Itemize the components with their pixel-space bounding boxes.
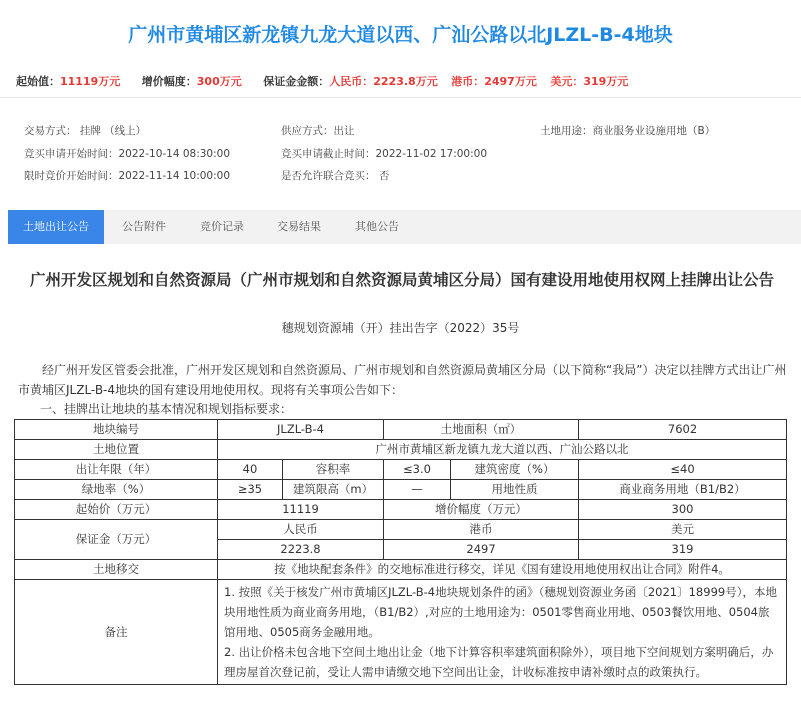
bid-start-time: 限时竞价开始时间：2022-11-14 10:00:00 — [24, 170, 231, 182]
intro-paragraph: 经广州开发区管委会批准，广州开发区规划和自然资源局、广州市规划和自然资源局黄埔区分局（以下简称“我局”）决定以挂牌方式出让广州市黄埔区JLZL-B-4地块的国有建设用地使用权。现将有关事项公告如下： — [18, 363, 787, 397]
plot-no-label: 地块编号 — [15, 420, 218, 440]
nature: 商业商务用地（B1/B2） — [579, 480, 787, 500]
handover: 按《地块配套条件》的交地标准进行移交，详见《国有建设用地使用权出让合同》附件4。 — [218, 560, 787, 580]
table-row — [15, 580, 787, 685]
rmb-label: 人民币： — [329, 75, 374, 88]
hkd-label: 港币： — [451, 75, 485, 88]
document-number: 穗规划资源埔（开）挂出告字（2022）35号 — [281, 321, 520, 335]
tab-other[interactable]: 其他公告 — [355, 220, 399, 233]
height: — — [384, 480, 451, 500]
joint-bid: 是否允许联合竞买： 否 — [281, 170, 390, 182]
years: 40 — [218, 460, 283, 480]
density: ≤40 — [579, 460, 787, 480]
area-label: 土地面积（㎡） — [384, 420, 579, 440]
green: ≥35 — [218, 480, 283, 500]
deposit-label: 保证金（万元） — [15, 520, 218, 560]
price-summary — [16, 73, 628, 89]
location-label: 土地位置 — [15, 440, 218, 460]
table-row — [15, 420, 787, 440]
apply-start-time: 竞买申请开始时间：2022-10-14 08:30:00 — [24, 148, 231, 160]
table-row — [15, 480, 787, 500]
trade-mode: 交易方式： 挂牌 （线上） — [24, 125, 147, 137]
plot-no: JLZL-B-4 — [218, 420, 384, 440]
divider — [0, 97, 801, 98]
table-row — [15, 440, 787, 460]
green-label: 绿地率（%） — [15, 480, 218, 500]
far: ≤3.0 — [384, 460, 451, 480]
tab-bar — [8, 210, 801, 244]
start-price-value: 11119万元 — [60, 75, 121, 88]
increment: 300 — [579, 500, 787, 520]
section-heading: 一、挂牌出让地块的基本情况和规划指标要求： — [40, 402, 293, 416]
increment-value: 300万元 — [196, 75, 242, 88]
increment-label: 增价幅度： — [141, 75, 197, 88]
announcement-title: 广州开发区规划和自然资源局（广州市规划和自然资源局黄埔区分局）国有建设用地使用权网上挂牌出让公告 — [29, 271, 774, 289]
usd-label: 美元： — [550, 75, 584, 88]
page-title: 广州市黄埔区新龙镇九龙大道以西、广汕公路以北JLZL-B-4地块 — [128, 24, 673, 46]
table-row — [15, 560, 787, 580]
rmb-amount: 2223.8 — [218, 540, 384, 560]
supply-mode: 供应方式：出让 — [281, 125, 355, 137]
hkd-amount: 2497 — [384, 540, 579, 560]
deposit-label: 保证金金额： — [263, 75, 330, 88]
increment-label: 增价幅度（万元） — [384, 500, 579, 520]
nature-label: 用地性质 — [451, 480, 579, 500]
usd-value: 319万元 — [583, 75, 629, 88]
usd-header: 美元 — [579, 520, 787, 540]
start-price: 11119 — [218, 500, 384, 520]
plot-table — [14, 419, 787, 685]
years-label: 出让年限（年） — [15, 460, 218, 480]
remarks-label: 备注 — [15, 580, 218, 685]
table-row — [15, 500, 787, 520]
land-use: 土地用途：商业服务业设施用地（B） — [540, 125, 716, 137]
tab-results[interactable]: 交易结果 — [277, 220, 321, 233]
tab-announcement[interactable]: 土地出让公告 — [8, 210, 104, 244]
remark-2: 2. 出让价格未包含地下空间土地出让金（地下计算容积率建筑面积除外），项目地下空间规划方案明确后，办理房屋首次登记前，受让人需申请缴交地下空间出让金，计收标准按申请补缴时点的政策执行。 — [224, 645, 774, 679]
rmb-value: 2223.8万元 — [373, 75, 438, 88]
table-row — [15, 460, 787, 480]
height-label: 建筑限高（m） — [283, 480, 384, 500]
start-price-label: 起始值： — [16, 75, 60, 88]
rmb-header: 人民币 — [218, 520, 384, 540]
usd-amount: 319 — [579, 540, 787, 560]
apply-end-time: 竞买申请截止时间：2022-11-02 17:00:00 — [281, 148, 488, 160]
table-row — [15, 520, 787, 540]
location: 广州市黄埔区新龙镇九龙大道以西、广汕公路以北 — [218, 440, 787, 460]
density-label: 建筑密度（%） — [451, 460, 579, 480]
remark-1: 1. 按照《关于核发广州市黄埔区JLZL-B-4地块规划条件的函》（穗规划资源业务函〔2021〕18999号），本地块用地性质为商业商务用地，（B1/B2）,对应的土地用途为：0501零售商业用地、0503餐饮用地、0504旅馆用地、0505商务金融用地。 — [224, 585, 777, 639]
remarks — [218, 580, 787, 685]
area: 7602 — [579, 420, 787, 440]
far-label: 容积率 — [283, 460, 384, 480]
hkd-header: 港币 — [384, 520, 579, 540]
handover-label: 土地移交 — [15, 560, 218, 580]
tab-bid-records[interactable]: 竞价记录 — [200, 220, 244, 233]
hkd-value: 2497万元 — [484, 75, 537, 88]
start-price-label: 起始价（万元） — [15, 500, 218, 520]
tab-attachments[interactable]: 公告附件 — [122, 220, 166, 233]
